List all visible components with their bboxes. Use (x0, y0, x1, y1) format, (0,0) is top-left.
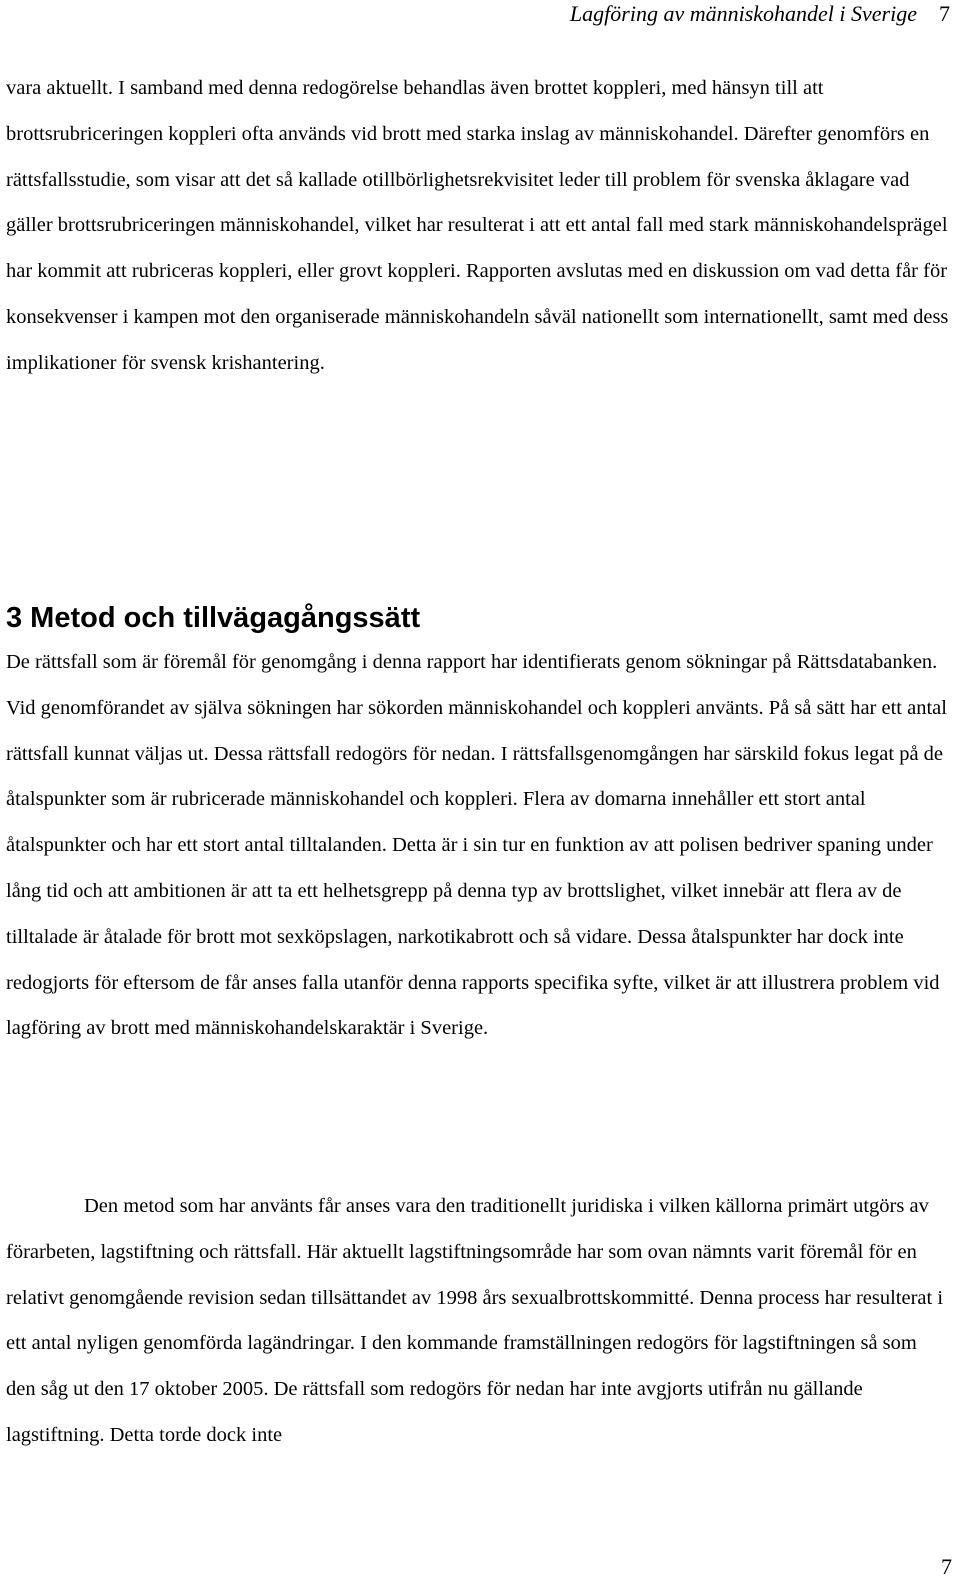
intro-paragraph: vara aktuellt. I samband med denna redogörelse behandlas även brottet koppleri, med hänsyn till att brottsrubriceringen koppleri ofta används vid brott med starka inslag av människohandel. Därefter genomförs en rättsfallsstudie, som visar att det så kallade otillbörlighetsrekvisitet leder till problem för svenska åklagare vad gäller brottsrubriceringen människohandel, vilket har resulterat i att ett antal fall med stark människohandelsprägel har kommit att rubriceras koppleri, eller grovt koppleri. Rapporten avslutas med en diskussion om vad detta får för konsekvenser i kampen mot den organiserade människohandeln såväl nationellt som internationellt, samt med dess implikationer för svensk krishantering. (6, 77, 949, 374)
method-paragraph-1: De rättsfall som är föremål för genomgång i denna rapport har identifierats genom sökningar på Rättsdatabanken. Vid genomförandet av själva sökningen har sökorden människohandel och koppleri använts. På så sätt har ett antal rättsfall kunnat väljas ut. Dessa rättsfall redogörs för nedan. I rättsfallsgenomgången har särskild fokus legat på de åtalspunkter som är rubricerade människohandel och koppleri. Flera av domarna innehåller ett stort antal åtalspunkter och har ett stort antal tilltalanden. Detta är i sin tur en funktion av att polisen bedriver spaning under lång tid och att ambitionen är att ta ett helhetsgrepp på denna typ av brottslighet, vilket innebär att flera av de tilltalade är åtalade för brott mot sexköpslagen, narkotikabrott och så vidare. Dessa åtalspunkter har dock inte redogjorts för eftersom de får anses falla utanför denna rapports specifika syfte, vilket är att illustrera problem vid lagföring av brott med människohandelskaraktär i Sverige. (6, 651, 947, 1040)
section-heading: 3 Metod och tillvägagångssätt (6, 602, 421, 634)
running-header (570, 0, 950, 28)
running-title: Lagföring av människohandel i Sverige (569, 1, 917, 26)
method-paragraph-2: Den metod som har använts får anses vara den traditionellt juridiska i vilken källorna primärt utgörs av förarbeten, lagstiftning och rättsfall. Här aktuellt lagstiftningsområde har som ovan nämnts varit föremål för en relativt genomgående revision sedan tillsättandet av 1998 års sexualbrottskommitté. Denna process har resulterat i ett antal nyligen genomförda lagändringar. I den kommande framställningen redogörs för lagstiftningen så som den såg ut den 17 oktober 2005. De rättsfall som redogörs för nedan har inte avgjorts utifrån nu gällande lagstiftning. Detta torde dock inte (6, 1195, 944, 1446)
page-number: 7 (941, 1554, 952, 1579)
header-page-number: 7 (939, 1, 950, 26)
